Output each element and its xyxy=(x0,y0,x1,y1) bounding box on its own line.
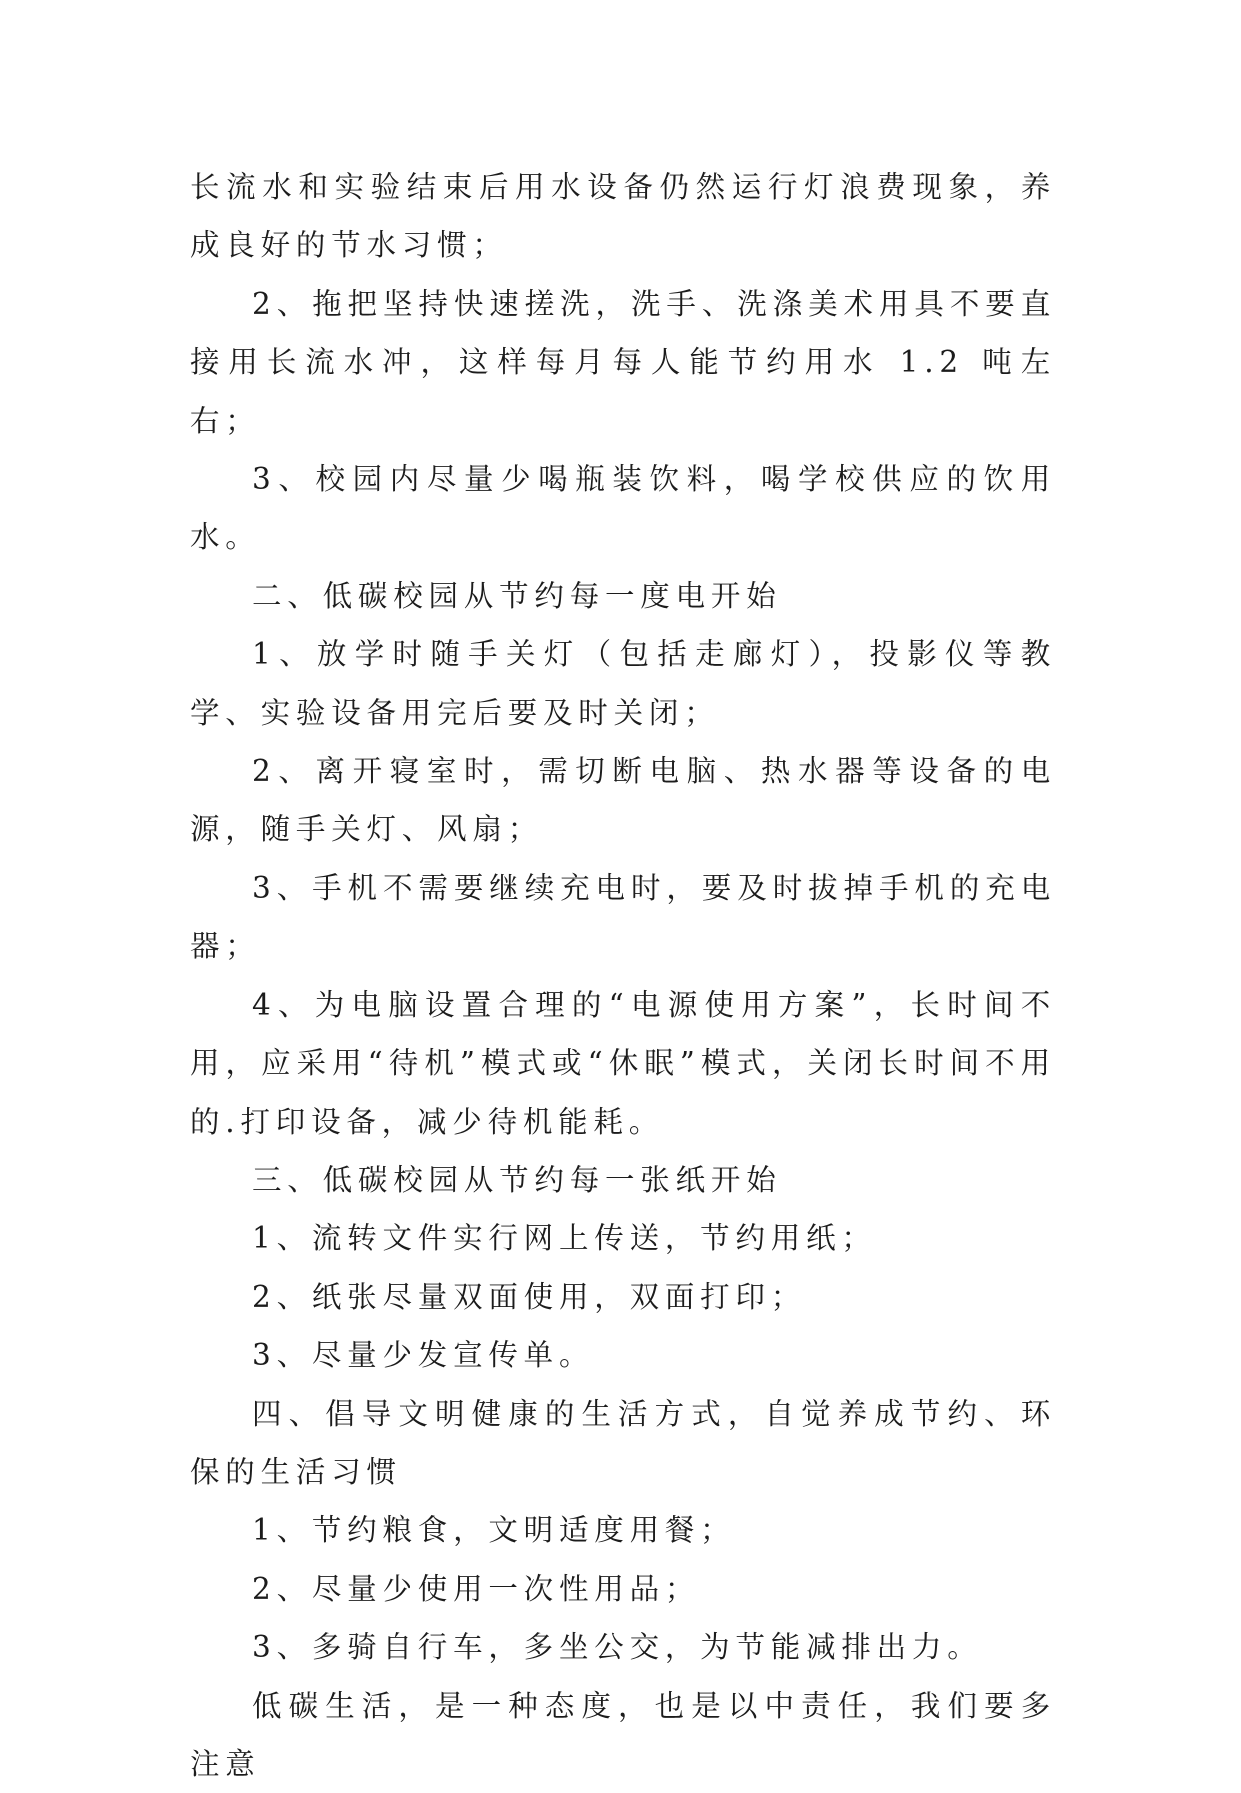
paragraph-online-documents: 1、流转文件实行网上传送，节约用纸； xyxy=(252,1221,877,1256)
paragraph-drinking-water: 3、校园内尽量少喝瓶装饮料，喝学校供应的饮用水。 xyxy=(190,462,1056,555)
paragraph-mop-washing: 2、拖把坚持快速搓洗，洗手、洗涤美术用具不要直接用长流水冲，这样每月每人能节约用水 1.2 吨左右； xyxy=(190,286,1056,438)
paragraph-double-sided: 2、纸张尽量双面使用，双面打印； xyxy=(252,1279,807,1314)
section-heading-paper: 三、低碳校园从节约每一张纸开始 xyxy=(252,1162,782,1197)
paragraph-fewer-flyers: 3、尽量少发宣传单。 xyxy=(252,1338,595,1373)
document-body xyxy=(190,158,1056,1793)
section-heading-lifestyle: 四、倡导文明健康的生活方式，自觉养成节约、环保的生活习惯 xyxy=(190,1396,1056,1489)
paragraph-dorm-power: 2、离开寝室时，需切断电脑、热水器等设备的电源，随手关灯、风扇； xyxy=(190,754,1056,847)
paragraph-phone-charger: 3、手机不需要继续充电时，要及时拔掉手机的充电器； xyxy=(190,870,1056,964)
paragraph-low-carbon-attitude: 低碳生活，是一种态度，也是以中责任，我们要多注意 xyxy=(190,1688,1056,1781)
paragraph-power-plan: 4、为电脑设置合理的“电源使用方案”，长时间不用，应采用“待机”模式或“休眠”模式，关闭长时间不用的.打印设备，减少待机能耗。 xyxy=(190,987,1056,1139)
paragraph-water-habit: 长流水和实验结束后用水设备仍然运行灯浪费现象，养成良好的节水习惯； xyxy=(190,170,1056,263)
paragraph-turn-off-lights: 1、放学时随手关灯（包括走廊灯），投影仪等教学、实验设备用完后要及时关闭； xyxy=(190,637,1056,730)
paragraph-save-food: 1、节约粮食，文明适度用餐； xyxy=(252,1513,736,1548)
section-heading-electricity: 二、低碳校园从节约每一度电开始 xyxy=(252,578,782,613)
paragraph-disposables: 2、尽量少使用一次性用品； xyxy=(252,1571,701,1606)
paragraph-bike-bus: 3、多骑自行车，多坐公交，为节能减排出力。 xyxy=(252,1630,983,1665)
